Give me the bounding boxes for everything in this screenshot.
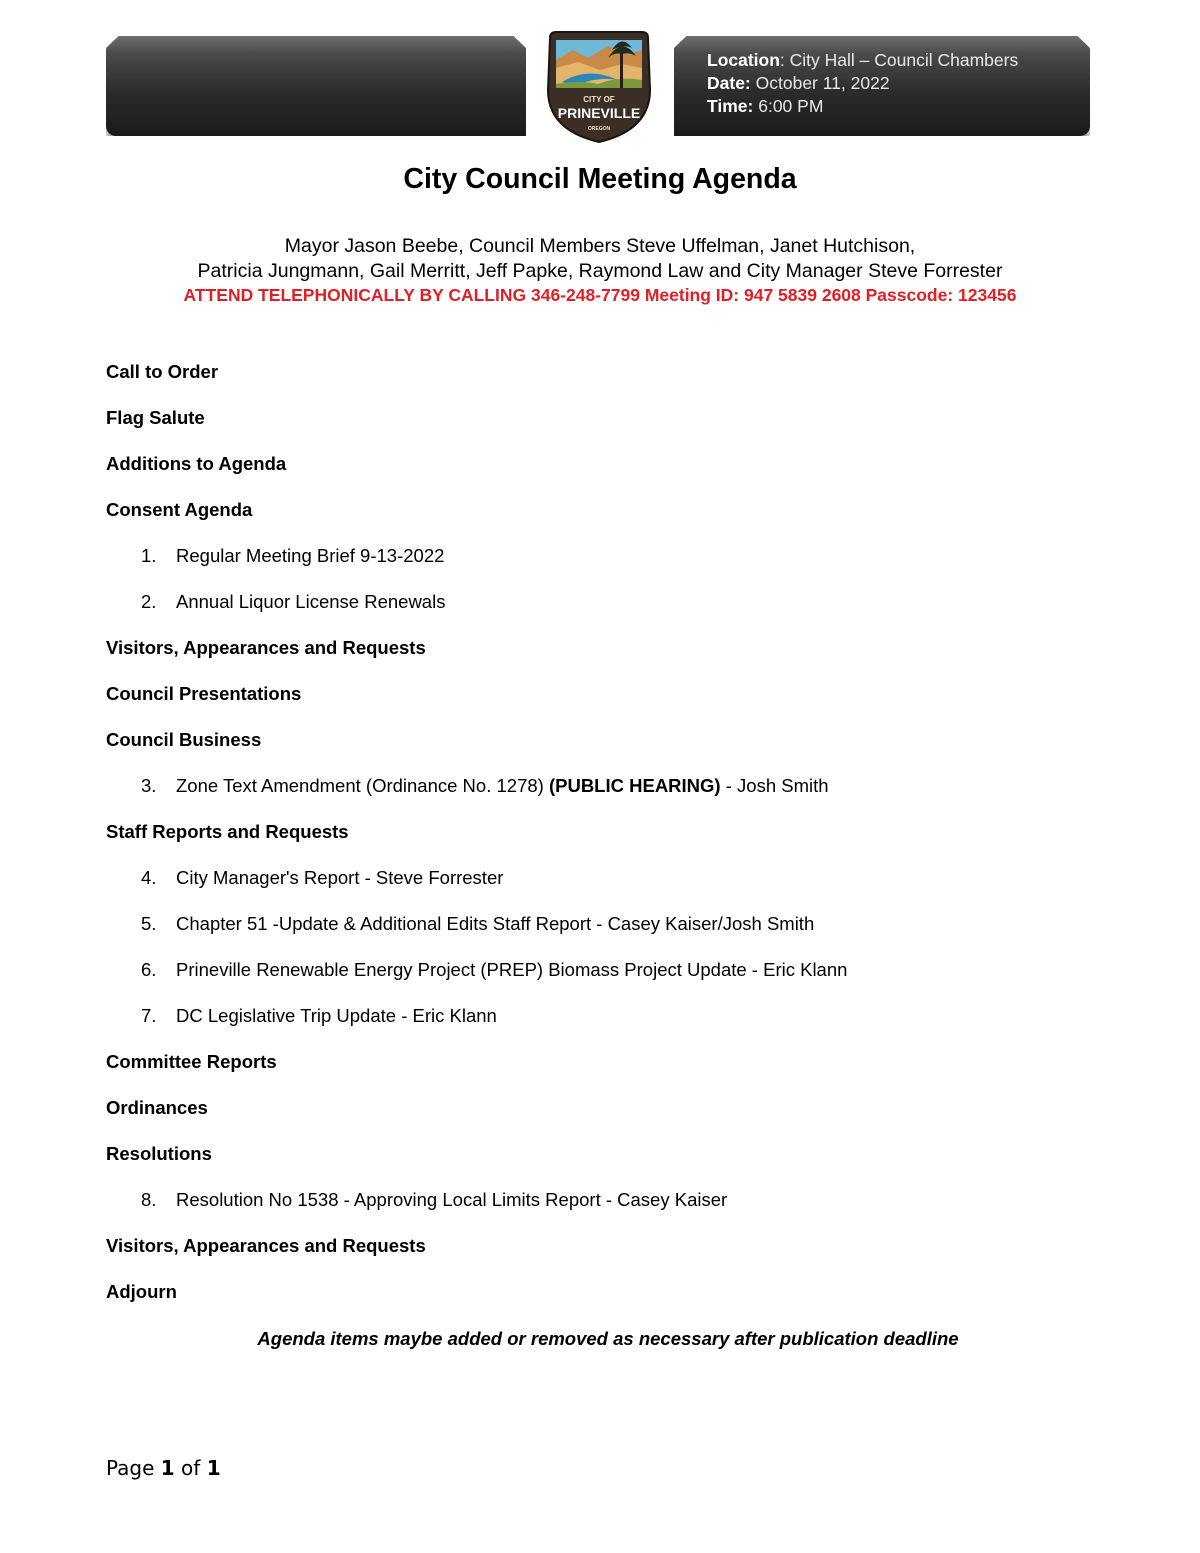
time-value: 6:00 PM xyxy=(753,96,824,116)
section-adjourn: Adjourn xyxy=(106,1281,177,1302)
agenda-item-number: 4. xyxy=(141,867,157,888)
agenda-list xyxy=(106,360,1106,1326)
agenda-item-number: 3. xyxy=(141,775,157,796)
agenda-item-5 xyxy=(106,912,1106,958)
agenda-item-text: DC Legislative Trip Update - Eric Klann xyxy=(176,1005,497,1026)
date-label: Date: xyxy=(707,73,751,93)
public-hearing-label: (PUBLIC HEARING) xyxy=(548,775,721,796)
date-row xyxy=(707,72,1018,95)
agenda-item-number: 1. xyxy=(141,545,157,566)
attendees xyxy=(0,234,1200,284)
agenda-item-text: Zone Text Amendment (Ordinance No. 1278) xyxy=(176,775,549,796)
publication-disclaimer: Agenda items maybe added or removed as necessary after publication deadline xyxy=(257,1328,959,1349)
header-banner-left xyxy=(106,36,526,136)
agenda-item-presenter: - Josh Smith xyxy=(720,775,829,796)
city-of-prineville-logo xyxy=(538,30,660,144)
location-row xyxy=(707,49,1018,72)
agenda-item-6 xyxy=(106,958,1106,1004)
agenda-item-text: Prineville Renewable Energy Project (PREP) Biomass Project Update - Eric Klann xyxy=(176,959,848,980)
section-visitors-appearances-requests: Visitors, Appearances and Requests xyxy=(106,637,426,658)
section-ordinances: Ordinances xyxy=(106,1097,208,1118)
page-of: of xyxy=(174,1456,207,1480)
section-visitors-appearances-requests-2: Visitors, Appearances and Requests xyxy=(106,1235,426,1256)
section-consent-agenda: Consent Agenda xyxy=(106,499,253,520)
section-committee-reports: Committee Reports xyxy=(106,1051,277,1072)
logo-text-city-of: CITY OF xyxy=(583,95,615,104)
telephone-notice: ATTEND TELEPHONICALLY BY CALLING 346-248-7799 Meeting ID: 947 5839 2608 Passcode: 123456 xyxy=(183,285,1017,305)
location-value: : City Hall – Council Chambers xyxy=(779,50,1019,70)
page-number xyxy=(106,1456,221,1480)
location-label: Location xyxy=(707,50,780,70)
agenda-item-8 xyxy=(106,1188,1106,1234)
agenda-item-text: Resolution No 1538 - Approving Local Limits Report - Casey Kaiser xyxy=(176,1189,728,1210)
section-council-presentations: Council Presentations xyxy=(106,683,302,704)
agenda-item-number: 7. xyxy=(141,1005,157,1026)
meeting-info xyxy=(707,49,1018,118)
page-total: 1 xyxy=(206,1456,221,1480)
section-resolutions: Resolutions xyxy=(106,1143,212,1164)
section-additions-to-agenda: Additions to Agenda xyxy=(106,453,287,474)
section-staff-reports: Staff Reports and Requests xyxy=(106,821,349,842)
time-row xyxy=(707,95,1018,118)
agenda-item-number: 5. xyxy=(141,913,157,934)
agenda-item-number: 8. xyxy=(141,1189,157,1210)
section-call-to-order: Call to Order xyxy=(106,361,219,382)
time-label: Time: xyxy=(707,96,754,116)
agenda-item-number: 6. xyxy=(141,959,157,980)
agenda-item-4 xyxy=(106,866,1106,912)
page-prefix: Page xyxy=(106,1456,161,1480)
section-council-business: Council Business xyxy=(106,729,262,750)
page-current: 1 xyxy=(160,1456,175,1480)
section-flag-salute: Flag Salute xyxy=(106,407,205,428)
agenda-item-2 xyxy=(106,590,1106,636)
logo-text-prineville: PRINEVILLE xyxy=(557,105,641,121)
agenda-item-number: 2. xyxy=(141,591,157,612)
agenda-item-7 xyxy=(106,1004,1106,1050)
agenda-item-text: City Manager's Report - Steve Forrester xyxy=(176,867,504,888)
agenda-item-3 xyxy=(106,774,1106,820)
attendees-line-1: Mayor Jason Beebe, Council Members Steve Uffelman, Janet Hutchison, xyxy=(284,235,916,257)
agenda-item-text: Annual Liquor License Renewals xyxy=(176,591,446,612)
page-title: City Council Meeting Agenda xyxy=(403,163,797,195)
agenda-item-1 xyxy=(106,544,1106,590)
attendees-line-2: Patricia Jungmann, Gail Merritt, Jeff Papke, Raymond Law and City Manager Steve Forrester xyxy=(197,260,1003,282)
date-value: October 11, 2022 xyxy=(750,73,890,93)
logo-text-oregon: OREGON xyxy=(587,126,611,132)
agenda-item-text: Chapter 51 -Update & Additional Edits Staff Report - Casey Kaiser/Josh Smith xyxy=(176,913,815,934)
agenda-item-text: Regular Meeting Brief 9-13-2022 xyxy=(176,545,445,566)
